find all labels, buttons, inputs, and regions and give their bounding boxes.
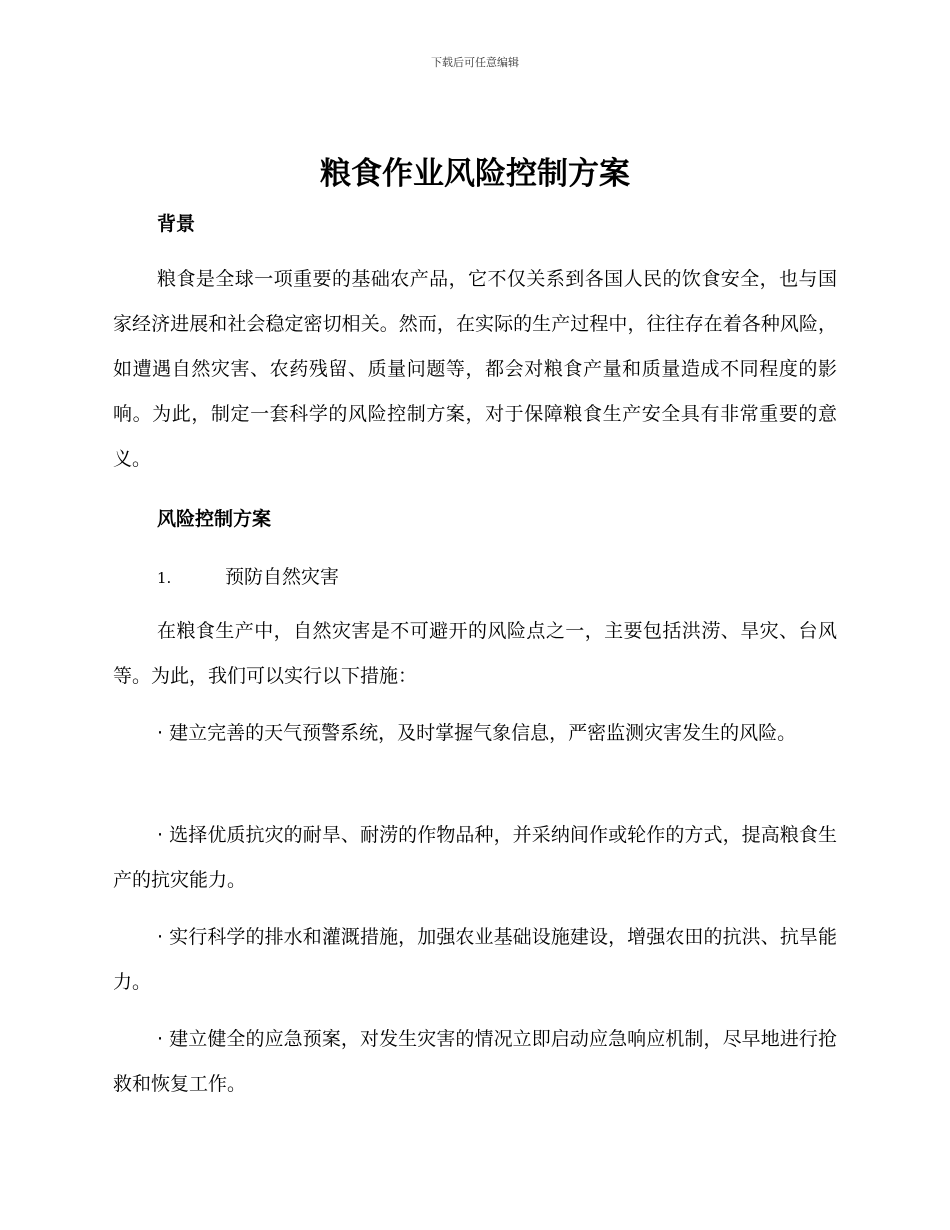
header-note: 下载后可任意编辑 — [431, 56, 519, 69]
item-label: 预防自然灾害 — [225, 566, 340, 588]
section-heading-background: 背景 — [157, 213, 196, 235]
item1-intro-paragraph: 在粮食生产中，自然灾害是不可避开的风险点之一，主要包括洪涝、旱灾、台风等。为此，我们可以实行以下措施： — [113, 620, 837, 687]
bullet-item: · 建立完善的天气预警系统，及时掌握气象信息，严密监测灾害发生的风险。 — [157, 722, 797, 744]
bullet-item: · 建立健全的应急预案，对发生灾害的情况立即启动应急响应机制，尽早地进行抢救和恢复工作。 — [113, 1028, 837, 1095]
bullet-item: · 实行科学的排水和灌溉措施，加强农业基础设施建设，增强农田的抗洪、抗旱能力。 — [113, 926, 837, 993]
numbered-item-1 — [157, 562, 339, 589]
bullet-item: · 选择优质抗灾的耐旱、耐涝的作物品种，并采纳间作或轮作的方式，提高粮食生产的抗灾能力。 — [113, 824, 837, 891]
document-title: 粮食作业风险控制方案 — [320, 156, 630, 192]
item-number: 1. — [157, 569, 172, 587]
section-heading-risk-control-plan: 风险控制方案 — [157, 508, 272, 530]
background-paragraph: 粮食是全球一项重要的基础农产品，它不仅关系到各国人民的饮食安全，也与国家经济进展和社会稳定密切相关。然而，在实际的生产过程中，往往存在着各种风险，如遭遇自然灾害、农药残留、质量问题等，都会对粮食产量和质量造成不同程度的影响。为此，制定一套科学的风险控制方案，对于保障粮食生产安全具有非常重要的意义。 — [113, 268, 837, 470]
